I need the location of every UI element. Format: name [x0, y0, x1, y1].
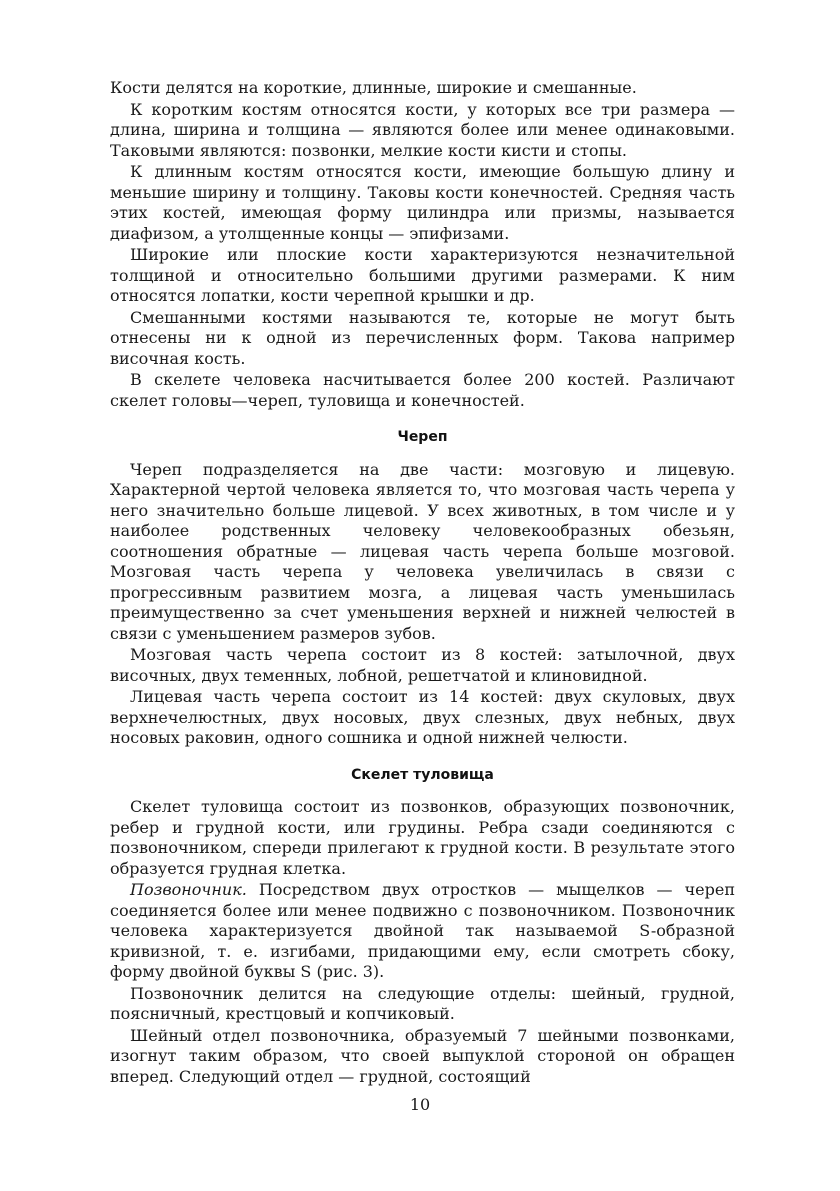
intro-section [110, 78, 735, 411]
paragraph: Смешанными костями называются те, которые не могут быть отнесены ни к одной из перечисленных форм. Такова например височная кость. [110, 307, 735, 368]
paragraph: Шейный отдел позвоночника, образуемый 7 шейными позвонками, изогнут таким образом, что своей выпуклой стороной он обращен вперед. Следующий отдел — грудной, состоящий [110, 1025, 735, 1086]
paragraph: Череп подразделяется на две части: мозговую и лицевую. Характерной чертой человека является то, что мозговая часть черепа у него значительно больше лицевой. У всех животных, в том числе и у наиболее родственных человеку человекообразных обезьян, соотношения обратные — лицевая часть черепа больше мозговой. Мозговая часть черепа у человека увеличилась в связи с прогрессивным развитием мозга, а лицевая часть уменьшилась преимущественно за счет уменьшения верхней и нижней челюстей в связи с уменьшением размеров зубов. [110, 459, 735, 643]
paragraph-spine [110, 880, 735, 983]
section-heading-trunk: Скелет туловища [351, 766, 494, 783]
trunk-section [110, 797, 735, 1087]
paragraph: В скелете человека насчитывается более 200 костей. Различают скелет головы—череп, туловища и конечностей. [110, 370, 735, 410]
paragraph: К длинным костям относятся кости, имеющие большую длину и меньшие ширину и толщину. Таковы кости конечностей. Средняя часть этих костей, имеющая форму цилиндра или призмы, называется диафизом, а утолщенные концы — эпифизами. [110, 162, 735, 243]
paragraph: Позвоночник делится на следующие отделы: шейный, грудной, поясничный, крестцовый и копчиковый. [110, 983, 735, 1023]
paragraph: Мозговая часть черепа состоит из 8 костей: затылочной, двух височных, двух теменных, лобной, решетчатой и клиновидной. [110, 645, 735, 685]
paragraph: Широкие или плоские кости характеризуются незначительной толщиной и относительно большими другими размерами. К ним относятся лопатки, кости черепной крышки и др. [110, 245, 735, 305]
paragraph: К коротким костям относятся кости, у которых все три размера — длина, ширина и толщина — являются более или менее одинаковыми. Таковыми являются: позвонки, мелкие кости кисти и стопы. [110, 99, 735, 160]
spine-lead-term: Позвоночник. [130, 880, 247, 899]
paragraph: Лицевая часть черепа состоит из 14 костей: двух скуловых, двух верхнечелюстных, двух носовых, двух слезных, двух небных, двух носовых раковин, одного сошника и одной нижней челюсти. [110, 687, 735, 747]
page-number: 10 [409, 1095, 431, 1114]
spine-text: Посредством двух отростков — мыщелков — череп соединяется более или менее подвижно с позвоночником. Позвоночник человека характеризуется двойной так называемой S-образной кривизной, т. е. изгибами, придающими ему, если смотреть сбоку, форму двойной буквы S (рис. 3). [110, 880, 735, 981]
paragraph: Кости делятся на короткие, длинные, широкие и смешанные. [110, 78, 637, 97]
skull-section [110, 460, 735, 749]
section-heading-skull: Череп [397, 429, 448, 445]
page-body [110, 78, 735, 1087]
paragraph: Скелет туловища состоит из позвонков, образующих позвоночник, ребер и грудной кости, или грудины. Ребра сзади соединяются с позвоночником, спереди прилегают к грудной кости. В результате этого образуется грудная клетка. [110, 797, 735, 878]
